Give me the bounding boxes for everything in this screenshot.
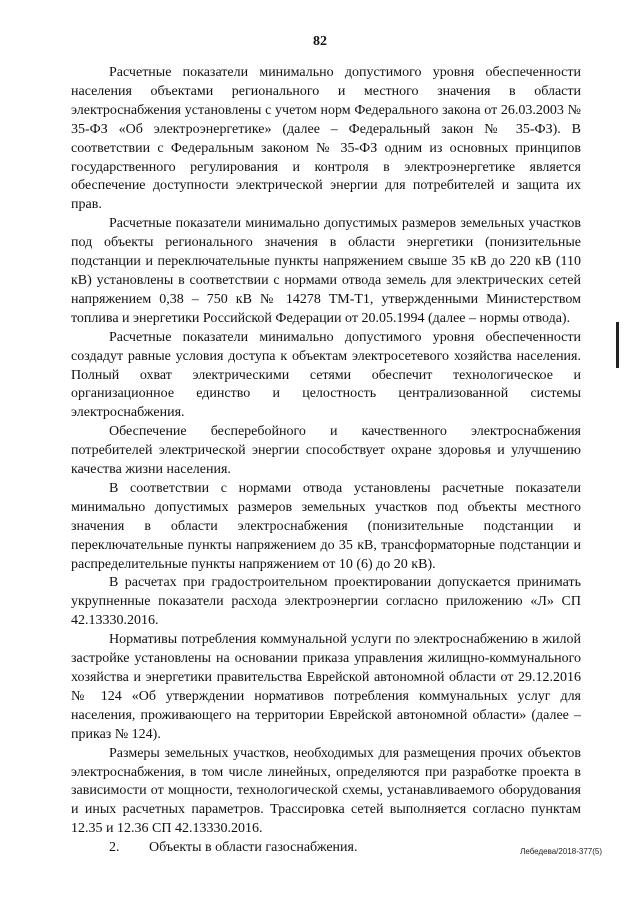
scan-edge-mark (616, 322, 619, 368)
document-body (71, 64, 581, 858)
section-title: Объекты в области газоснабжения. (149, 840, 358, 856)
paragraph: Расчетные показатели минимально допустимых размеров земельных участков под объекты регионального значения в области энергетики (понизительные подстанции и переключательные пункты напряжением свыше 35 кВ до 220 кВ (110 кВ) установлены в соответствии с нормами отвода земель для электрических сетей напряжением 0,38 – 750 кВ № 14278 ТМ-Т1, утвержденными Министерством топлива и энергетики Российской Федерации от 20.05.1994 (далее – нормы отвода). (71, 216, 581, 326)
document-code: Лебедева/2018-377(5) (520, 847, 602, 856)
paragraph: Обеспечение бесперебойного и качественного электроснабжения потребителей электрической энергии способствует охране здоровья и улучшению качества жизни населения. (71, 424, 581, 478)
paragraph: Расчетные показатели минимально допустимого уровня обеспеченности создадут равные условия доступа к объектам электросетевого хозяйства населения. Полный охват электрическими сетями обеспечит технологическое и организационное единство и целостность централизованной системы электроснабжения. (71, 329, 581, 421)
section-number: 2. (109, 840, 120, 856)
paragraph: Размеры земельных участков, необходимых для размещения прочих объектов электроснабжения, в том числе линейных, определяются при разработке проекта в зависимости от мощности, технологической схемы, устанавливаемого оборудования и иных расчетных параметров. Трассировка сетей выполняется согласно пунктам 12.35 и 12.36 СП 42.13330.2016. (71, 745, 581, 837)
paragraph: Нормативы потребления коммунальной услуги по электроснабжению в жилой застройке установлены на основании приказа управления жилищно-коммунального хозяйства и энергетики правительства Еврейской автономной области от 29.12.2016 № 124 «Об утверждении нормативов потребления коммунальных услуг для населения, проживающего на территории Еврейской автономной области» (далее – приказ № 124). (71, 632, 581, 742)
page-number: 82 (313, 34, 327, 49)
paragraph: В соответствии с нормами отвода установлены расчетные показатели минимально допустимых размеров земельных участков под объекты местного значения в области электроснабжения (понизительные подстанции и переключательные пункты напряжением до 35 кВ, трансформаторные подстанции и распределительные пункты напряжением от 10 (6) до 20 кВ). (71, 480, 581, 572)
paragraph: В расчетах при градостроительном проектировании допускается принимать укрупненные показатели расхода электроэнергии согласно приложению «Л» СП 42.13330.2016. (71, 575, 581, 629)
paragraph: Расчетные показатели минимально допустимого уровня обеспеченности населения объектами регионального и местного значения в области электроснабжения установлены с учетом норм Федерального закона от 26.03.2003 № 35-ФЗ «Об электроэнергетике» (далее – Федеральный закон № 35-ФЗ). В соответствии с Федеральным законом № 35-ФЗ одним из основных принципов государственного регулирования и контроля в электроэнергетике является обеспечение доступности электрической энергии для потребителей и защита их прав. (71, 65, 581, 213)
section-heading (71, 839, 581, 858)
